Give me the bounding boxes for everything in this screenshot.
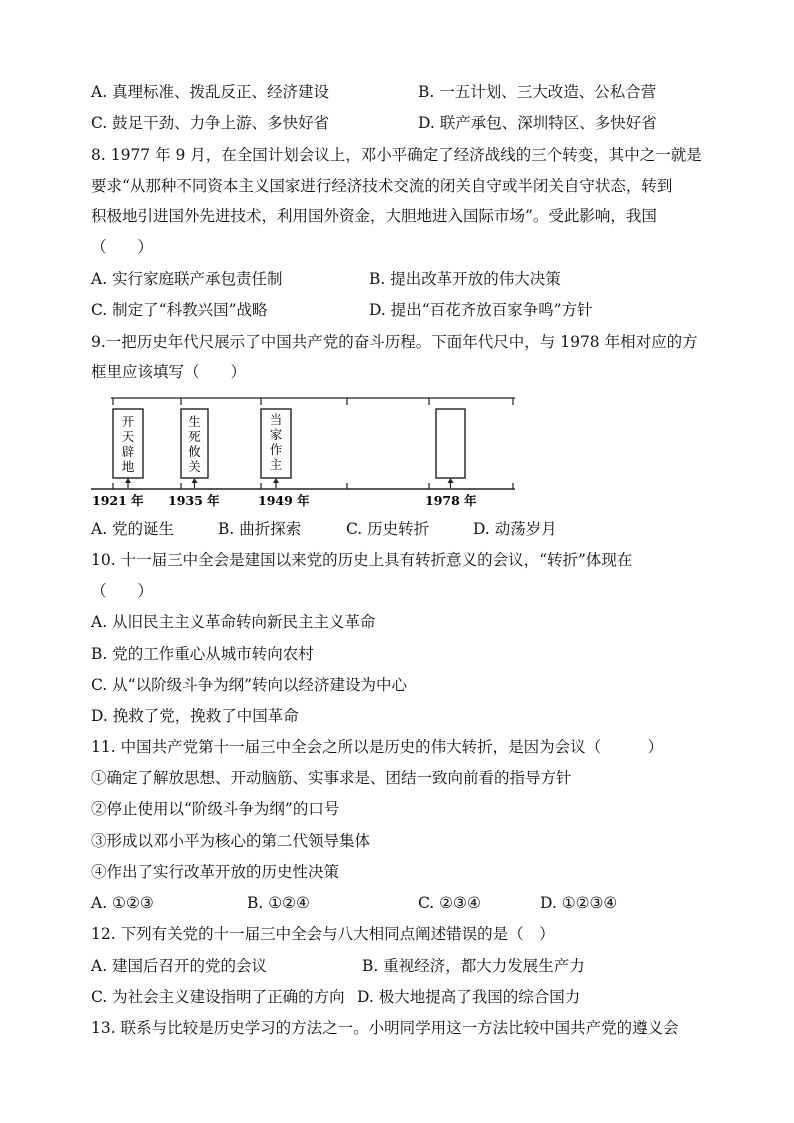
timeline-bottom-ticks — [113, 483, 513, 489]
q11-statement-1: ①确定了解放思想、开动脑筋、实事求是、团结一致向前看的指导方针 — [91, 769, 572, 787]
timeline-box-1949-char-3: 作 — [269, 442, 283, 457]
q11-statement-3: ③形成以邓小平为核心的第二代领导集体 — [91, 832, 371, 850]
q7-option-d: D. 联产承包、深圳特区、多快好省 — [418, 114, 657, 132]
q12-stem-line-1: 12. 下列有关党的十一届三中全会与八大相同点阐述错误的是（ ） — [91, 925, 555, 943]
q8-option-c: C. 制定了“科教兴国”战略 — [91, 301, 268, 319]
q11-statement-2: ②停止使用以“阶级斗争为纲”的口号 — [91, 800, 340, 818]
q10-answer-bracket: （ ） — [91, 582, 154, 600]
q9-option-d: D. 动荡岁月 — [473, 520, 557, 538]
q11-option-d: D. ①②③④ — [540, 894, 618, 912]
q13-stem-line-1: 13. 联系与比较是历史学习的方法之一。小明同学用这一方法比较中国共产党的遵义会 — [91, 1019, 679, 1037]
q8-stem-line-1: 8. 1977 年 9 月，在全国计划会议上，邓小平确定了经济战线的三个转变，其中之一就是 — [91, 146, 702, 164]
q8-option-a: A. 实行家庭联产承包责任制 — [91, 270, 283, 288]
q11-option-b: B. ①②④ — [247, 894, 310, 912]
timeline-year-1978: 1978 年 — [425, 493, 477, 508]
timeline-box-1935-char-1: 生 — [188, 414, 201, 429]
timeline-arrowhead-1935 — [192, 478, 198, 483]
q11-statement-4: ④作出了实行改革开放的历史性决策 — [91, 863, 340, 881]
timeline-arrowhead-1921 — [125, 478, 131, 483]
q12-option-d: D. 极大地提高了我国的综合国力 — [357, 988, 581, 1006]
q7-option-b: B. 一五计划、三大改造、公私合营 — [418, 83, 657, 101]
q12-option-b: B. 重视经济，都大力发展生产力 — [362, 957, 585, 975]
q9-stem-line-1: 9.一把历史年代尺展示了中国共产党的奋斗历程。下面年代尺中，与 1978 年相对应的方 — [91, 333, 698, 351]
q11-stem-line-1: 11. 中国共产党第十一届三中全会之所以是历史的伟大转折，是因为会议（ ） — [91, 738, 664, 756]
timeline-year-1921: 1921 年 — [92, 493, 144, 508]
timeline-box-1921-char-4: 地 — [121, 459, 135, 474]
q8-stem-line-2: 要求“从那种不同资本主义国家进行经济技术交流的闭关自守或半闭关自守状态，转到 — [91, 177, 673, 195]
timeline-arrowhead-1978 — [448, 478, 454, 483]
q10-option-d: D. 挽救了党，挽救了中国革命 — [91, 707, 299, 725]
timeline-box-1921-char-2: 天 — [121, 429, 135, 444]
timeline-box-1949-char-2: 家 — [269, 427, 283, 442]
timeline-year-1935: 1935 年 — [168, 493, 220, 508]
q9-option-b: B. 曲折探索 — [218, 520, 302, 538]
timeline-box-1978-blank — [436, 409, 465, 478]
timeline-box-1935-char-2: 死 — [188, 429, 201, 444]
timeline-arrowhead-1949 — [273, 478, 279, 483]
q9-stem-line-2: 框里应该填写（ ） — [91, 363, 247, 381]
q10-stem-line-1: 10. 十一届三中全会是建国以来党的历史上具有转折意义的会议，“转折”体现在 — [91, 551, 633, 569]
q8-option-d: D. 提出“百花齐放百家争鸣”方针 — [369, 301, 593, 319]
timeline-year-1949: 1949 年 — [258, 493, 310, 508]
timeline-box-1921-char-1: 开 — [121, 414, 135, 429]
q9-option-a: A. 党的诞生 — [91, 520, 175, 538]
q8-option-b: B. 提出改革开放的伟大决策 — [369, 270, 561, 288]
q9-option-c: C. 历史转折 — [346, 520, 430, 538]
q7-option-c: C. 鼓足干劲、力争上游、多快好省 — [91, 114, 330, 132]
timeline-box-1949-char-1: 当 — [269, 412, 283, 427]
q10-option-a: A. 从旧民主主义革命转向新民主主义革命 — [91, 613, 376, 631]
q12-option-a: A. 建国后召开的党的会议 — [91, 957, 268, 975]
timeline-box-1949-char-4: 主 — [269, 457, 283, 472]
q8-answer-bracket: （ ） — [91, 238, 154, 256]
q8-stem-line-3: 积极地引进国外先进技术，利用国外资金，大胆地进入国际市场”。受此影响，我国 — [91, 207, 657, 225]
q12-option-c: C. 为社会主义建设指明了正确的方向 — [91, 988, 345, 1006]
q11-option-c: C. ②③④ — [418, 894, 481, 912]
q11-option-a: A. ①②③ — [91, 894, 154, 912]
timeline-box-1935-char-4: 关 — [188, 459, 201, 474]
history-timeline — [91, 394, 521, 510]
timeline-box-1935-char-3: 攸 — [188, 444, 201, 459]
timeline-box-1921-char-3: 辟 — [121, 444, 135, 459]
q10-option-b: B. 党的工作重心从城市转向农村 — [91, 645, 314, 663]
q7-option-a: A. 真理标准、拨乱反正、经济建设 — [91, 83, 330, 101]
q10-option-c: C. 从“以阶级斗争为纲”转向以经济建设为中心 — [91, 676, 408, 694]
timeline-top-ticks — [113, 398, 513, 405]
